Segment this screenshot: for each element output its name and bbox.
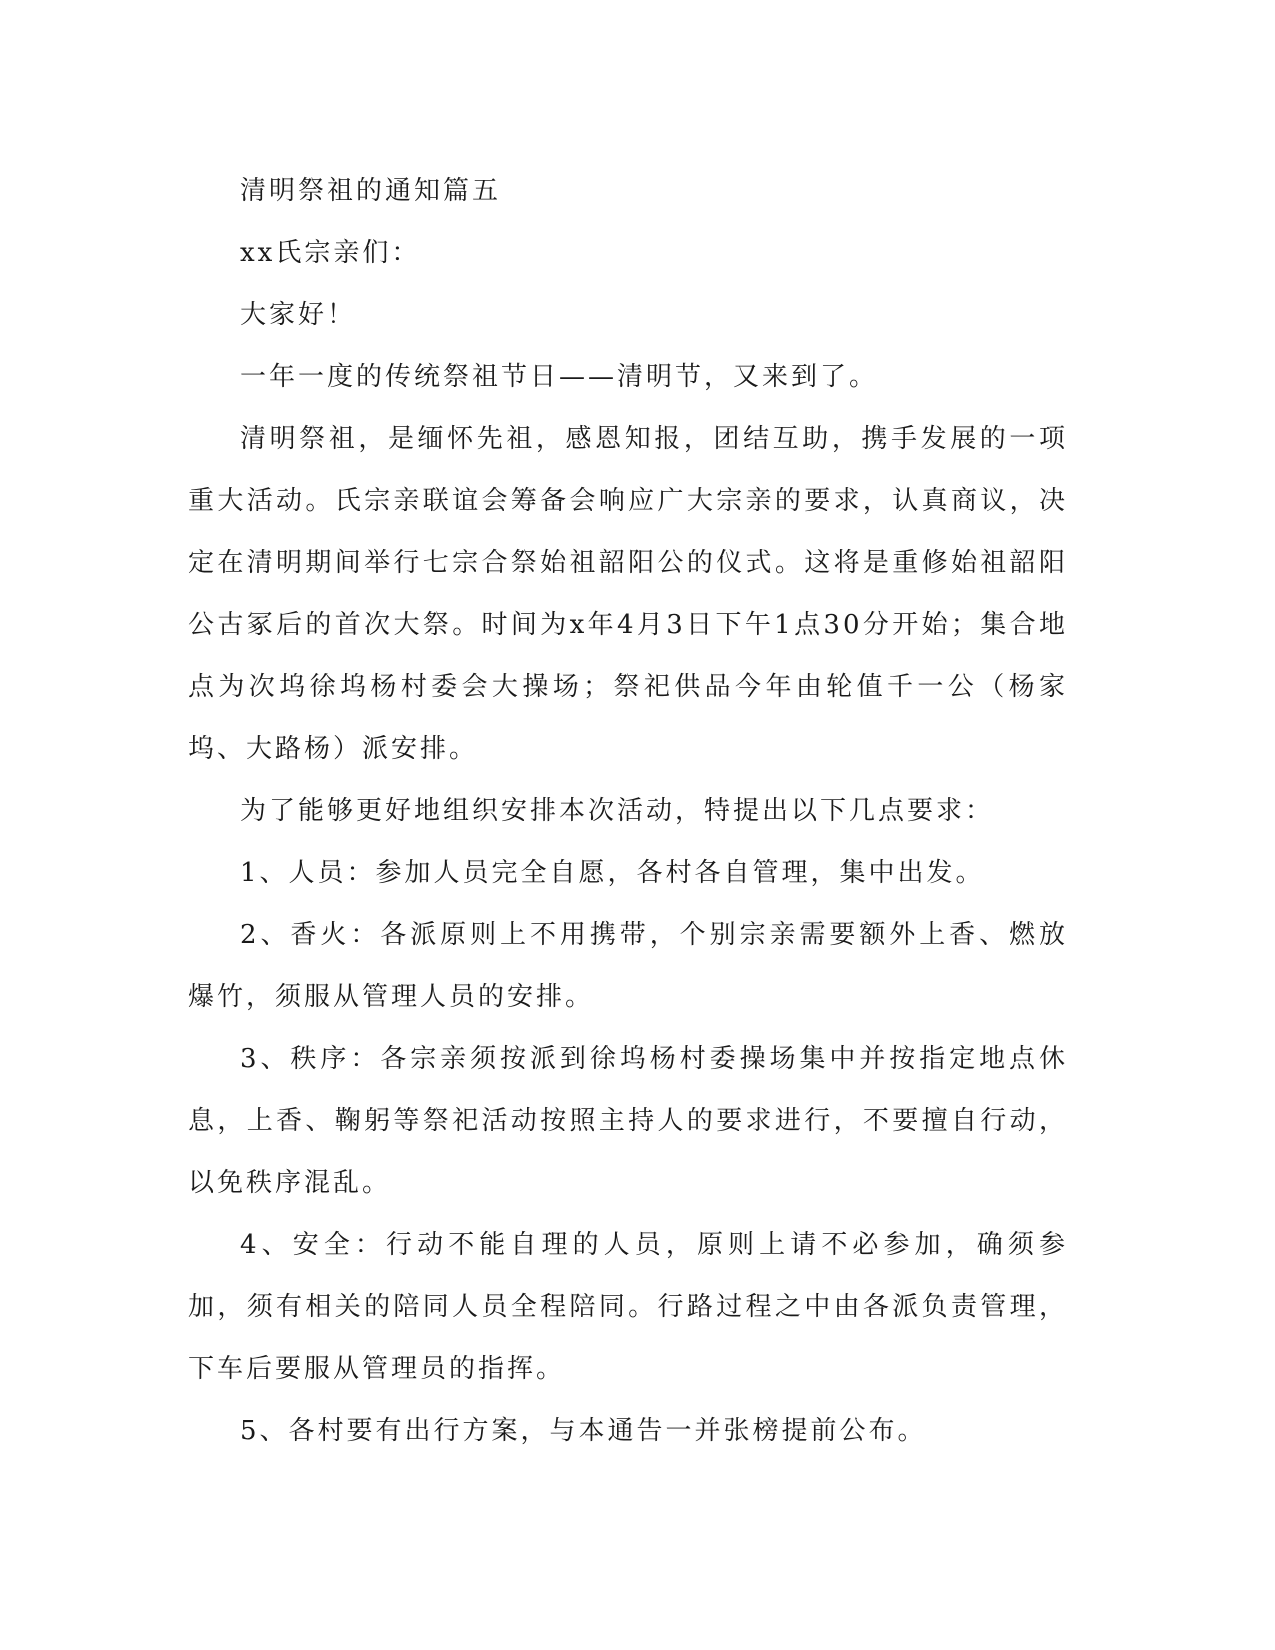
document-title: 清明祭祖的通知篇五 xyxy=(240,176,502,206)
requirement-safety: 4、安全：行动不能自理的人员，原则上请不必参加，确须参加，须有相关的陪同人员全程陪同。行路过程之中由各派负责管理，下车后要服从管理员的指挥。 xyxy=(188,1230,1068,1384)
salutation: xx氏宗亲们： xyxy=(240,238,421,268)
requirement-incense: 2、香火：各派原则上不用携带，个别宗亲需要额外上香、燃放爆竹，须服从管理人员的安排。 xyxy=(188,920,1068,1012)
paragraph-intro: 一年一度的传统祭祖节日——清明节，又来到了。 xyxy=(240,362,879,392)
paragraph-requirements-intro: 为了能够更好地组织安排本次活动，特提出以下几点要求： xyxy=(240,796,995,826)
greeting: 大家好！ xyxy=(240,300,357,330)
document-body xyxy=(188,160,1068,1462)
paragraph-event-details: 清明祭祖，是缅怀先祖，感恩知报，团结互助，携手发展的一项重大活动。氏宗亲联谊会筹备会响应广大宗亲的要求，认真商议，决定在清明期间举行七宗合祭始祖韶阳公的仪式。这将是重修始祖韶阳公古冢后的首次大祭。时间为x年4月3日下午1点30分开始；集合地点为次坞徐坞杨村委会大操场；祭祀供品今年由轮值千一公（杨家坞、大路杨）派安排。 xyxy=(188,424,1068,764)
requirement-travel-plan: 5、各村要有出行方案，与本通告一并张榜提前公布。 xyxy=(240,1416,927,1446)
requirement-personnel: 1、人员：参加人员完全自愿，各村各自管理，集中出发。 xyxy=(240,858,985,888)
requirement-order: 3、秩序：各宗亲须按派到徐坞杨村委操场集中并按指定地点休息，上香、鞠躬等祭祀活动按照主持人的要求进行，不要擅自行动，以免秩序混乱。 xyxy=(188,1044,1068,1198)
